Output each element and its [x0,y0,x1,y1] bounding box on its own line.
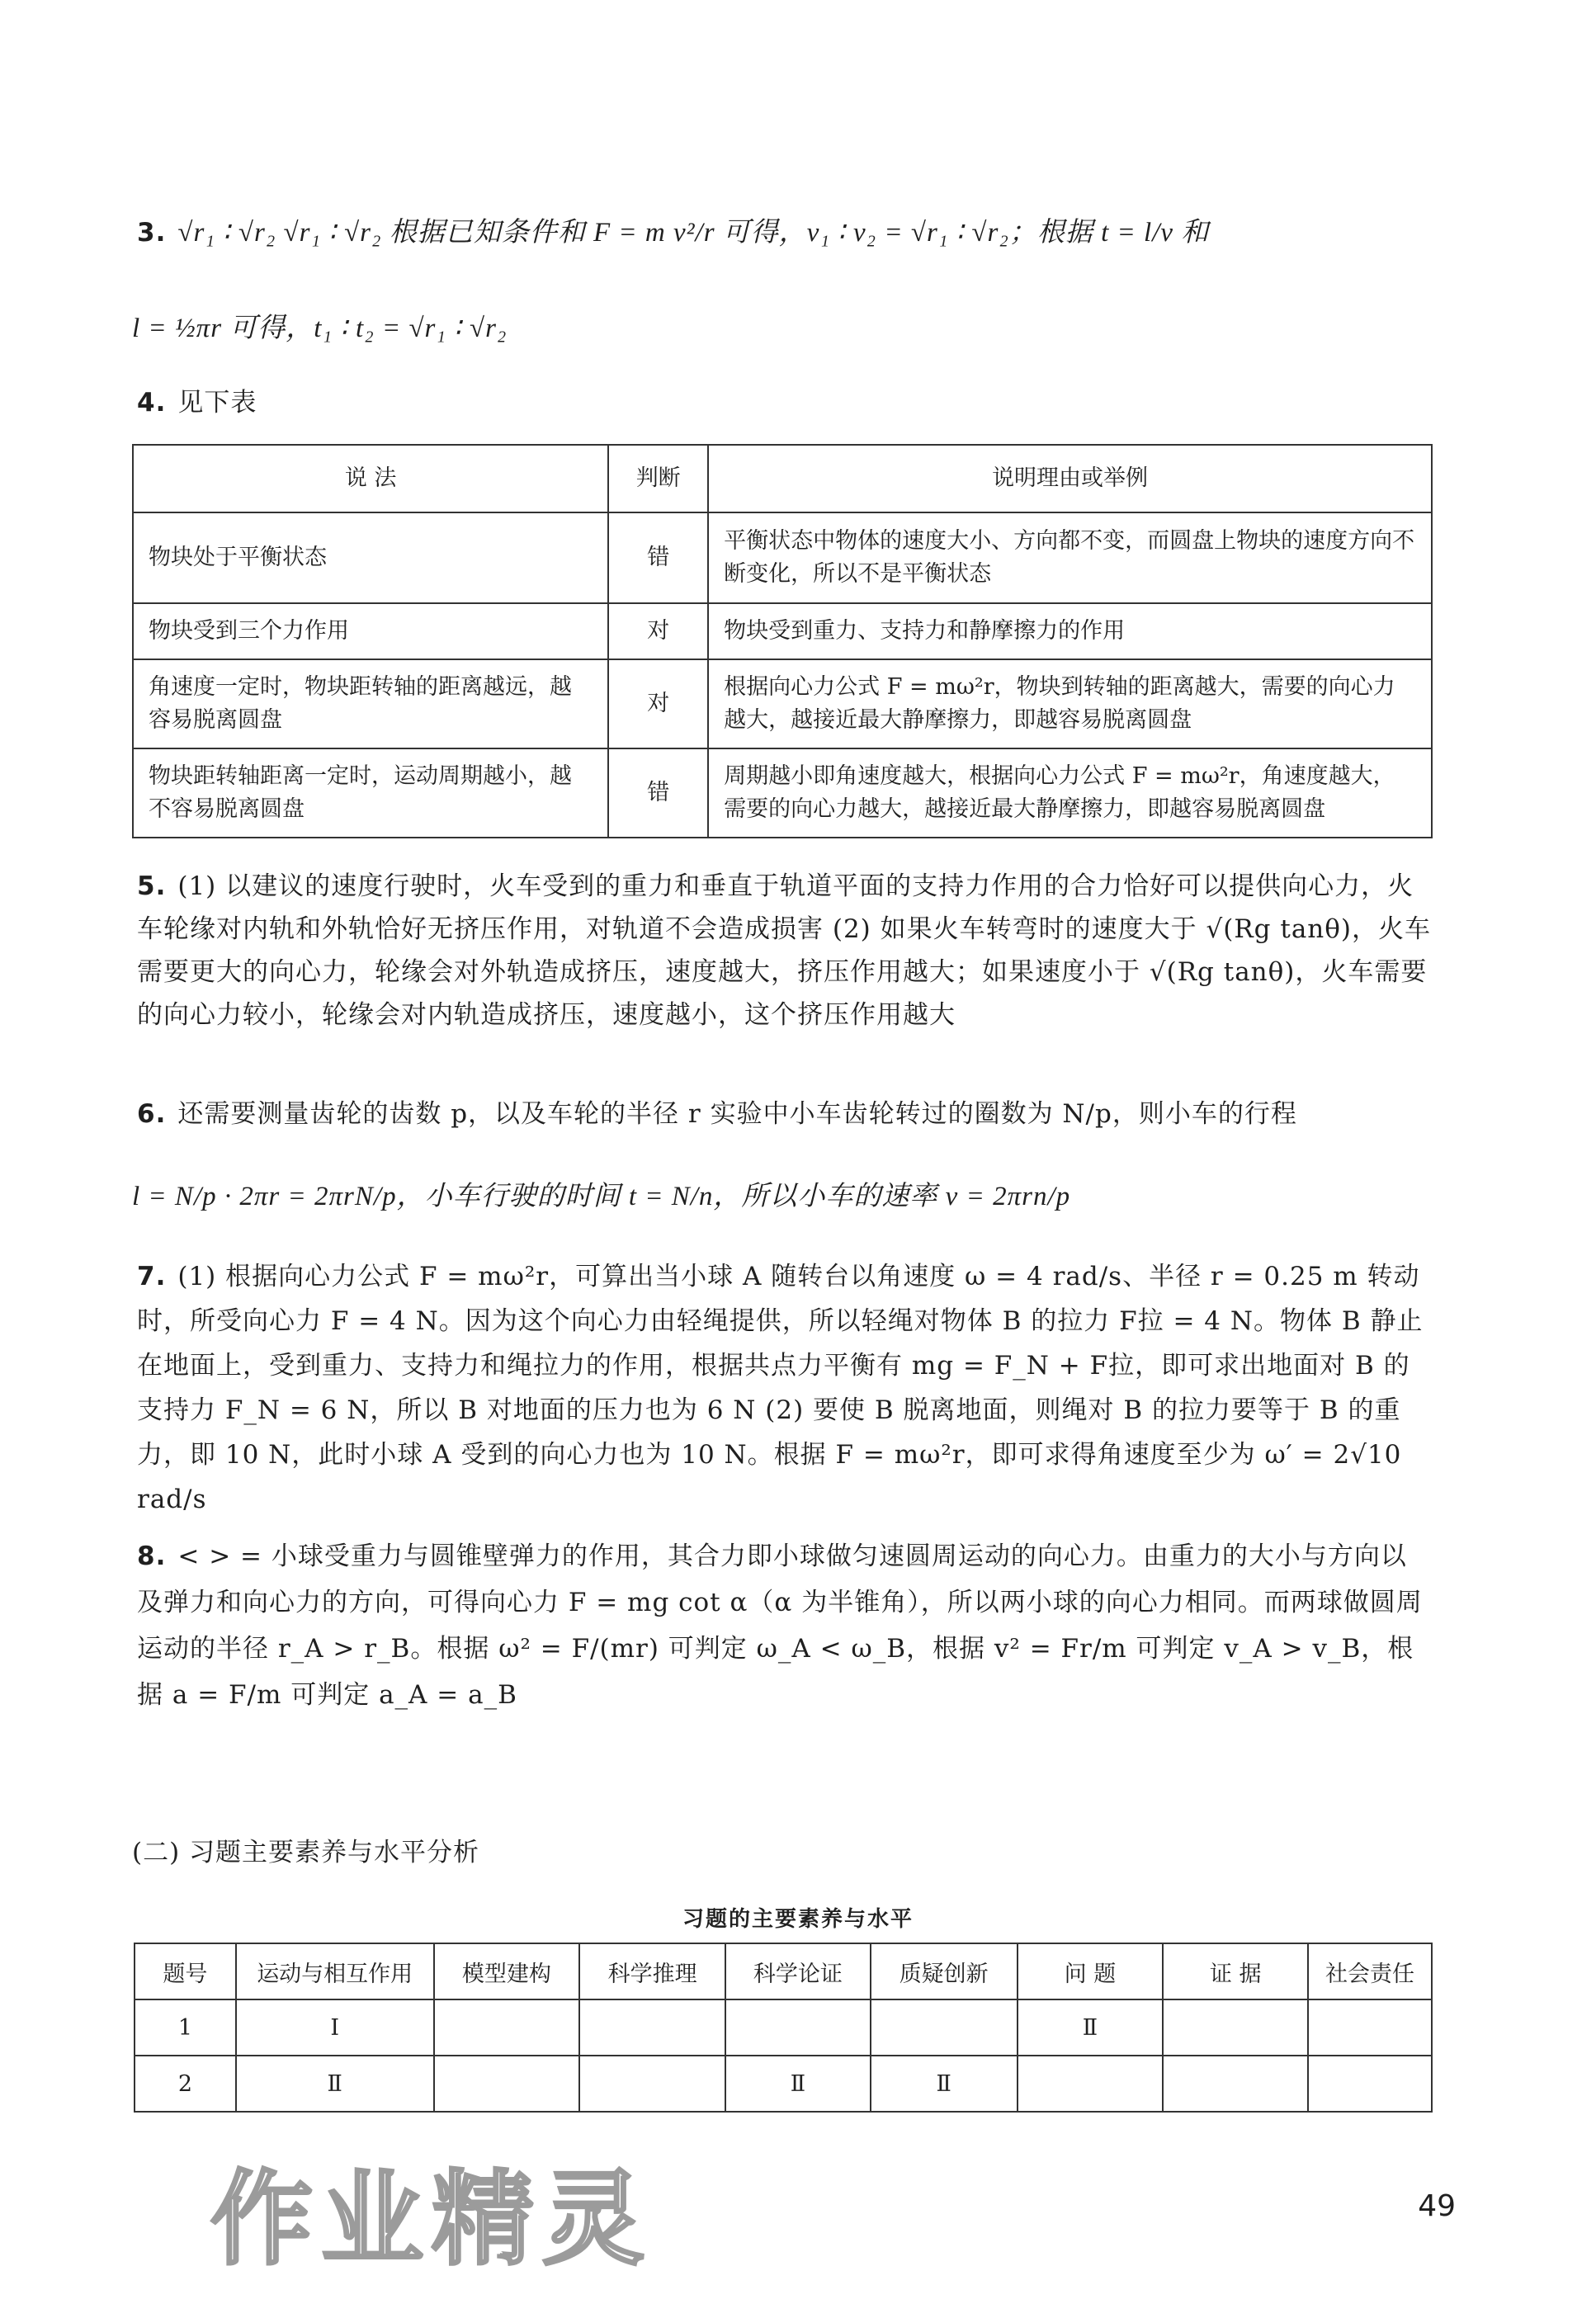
answer-8: 8. < > = 小球受重力与圆锥壁弹力的作用，其合力即小球做匀速圆周运动的向心力。由重力的大小与方向以及弹力和向心力的方向，可得向心力 F = mg cot α（α 为半锥角），所以两小球的向心力相同。而两球做圆周运动的半径 r_A > r_B。根据 ω² = F/(mr) 可判定 ω_A < ω_B，根据 v² = Fr/m 可判定 v_A > v_B，根据 a = F/m 可判定 a_A = a_B [137,1541,1423,1710]
table-cell [579,2056,725,2112]
table-row [135,1999,1432,2056]
table-cell: Ⅱ [1018,1999,1164,2056]
literacy-level-table [134,1943,1433,2113]
table-cell: Ⅱ [871,2056,1018,2112]
answer-5: 5. (1) 以建议的速度行驶时，火车受到的重力和垂直于轨道平面的支持力作用的合力恰好可以提供向心力，火车轮缘对内轨和外轨恰好无挤压作用，对轨道不会造成损害 (2) 如果火车转弯时的速度大于 √(Rg tanθ)，火车需要更大的向心力，轮缘会对外轨造成挤压，速度越大，挤压作用越大；如果速度小于 √(Rg tanθ)，火车需要的向心力较小，轮缘会对内轨造成挤压，速度越小，这个挤压作用越大 [137,871,1432,1030]
table-cell: 角速度一定时，物块距转轴的距离越远，越容易脱离圆盘 [133,659,608,748]
table-header-cell: 证 据 [1163,1943,1308,1999]
table-header-cell: 模型建构 [434,1943,580,1999]
table-row [133,512,1432,603]
table-row [135,2056,1432,2112]
table-cell: Ⅱ [236,2056,434,2112]
table-cell [579,1999,725,2056]
answer-number: 6. [137,1099,167,1129]
table-cell [1308,2056,1432,2112]
answer-7: 7. (1) 根据向心力公式 F = mω²r，可算出当小球 A 随转台以角速度 ω = 4 rad/s、半径 r = 0.25 m 转动时，所受向心力 F = 4 N。因为这个向心力由轻绳提供，所以轻绳对物体 B 的拉力 F拉 = 4 N。物体 B 静止在地面上，受到重力、支持力和绳拉力的作用，根据共点力平衡有 mg = F_N + F拉，即可求出地面对 B 的支持力 F_N = 6 N，所以 B 对地面的压力也为 6 N (2) 要使 B 脱离地面，则绳对 B 的拉力要等于 B 的重力，即 10 N，此时小球 A 受到的向心力也为 10 N。根据 F = mω²r，即可求得角速度至少为 ω′ = 2√10 rad/s [137,1262,1424,1514]
table-header-cell: 质疑创新 [871,1943,1018,1999]
table-header-cell: 说明理由或举例 [708,445,1432,512]
watermark-logo: 作业精灵 [210,2160,654,2279]
answer-number: 5. [137,871,167,901]
table-cell [1163,2056,1308,2112]
table-cell [1308,1999,1432,2056]
page-number: 49 [1418,2189,1456,2223]
table-row [133,603,1432,659]
table-cell [871,1999,1018,2056]
table-cell [725,1999,871,2056]
table-cell [434,2056,580,2112]
table-header-cell: 运动与相互作用 [236,1943,434,1999]
table-row [133,748,1432,838]
table-header-cell: 题号 [135,1943,236,1999]
section-heading: (二) 习题主要素养与水平分析 [132,1838,480,1867]
answer-4: 4. 见下表 [137,388,257,418]
table-cell [1018,2056,1164,2112]
table-header-cell: 社会责任 [1308,1943,1432,1999]
table-row [133,659,1432,748]
table-cell: Ⅱ [725,2056,871,2112]
answer-6-line-2: l = N/p · 2πr = 2πrN/p，小车行驶的时间 t = N/n，所以小车的速率 v = 2πrn/p [132,1182,1071,1211]
table-header-cell: 科学推理 [579,1943,725,1999]
answer-3-line-2: l = ½πr 可得，t₁ ∶ t₂ = √r₁ ∶ √r₂ [132,314,508,343]
table-cell: 1 [135,1999,236,2056]
table-cell: Ⅰ [236,1999,434,2056]
table-cell: 物块受到三个力作用 [133,603,608,659]
answer-number: 4. [137,388,167,418]
table-cell: 平衡状态中物体的速度大小、方向都不变，而圆盘上物块的速度方向不断变化，所以不是平衡状态 [708,512,1432,603]
table-header-row [133,445,1432,512]
answer-number: 3. [137,218,167,248]
table-cell: 物块处于平衡状态 [133,512,608,603]
table-header-cell: 说 法 [133,445,608,512]
table-header-cell: 判断 [608,445,708,512]
table-header-cell: 科学论证 [725,1943,871,1999]
table-header-row [135,1943,1432,1999]
table-cell [1163,1999,1308,2056]
table-cell: 对 [608,603,708,659]
table-cell [434,1999,580,2056]
answer-6-line-1: 6. 还需要测量齿轮的齿数 p，以及车轮的半径 r 实验中小车齿轮转过的圈数为 N/p，则小车的行程 [137,1099,1297,1129]
answer-3-line-1: 3. √r₁ ∶ √r₂ √r₁ ∶ √r₂ 根据已知条件和 F = m v²/r 可得，v₁ ∶ v₂ = √r₁ ∶ √r₂；根据 t = l/v 和 [137,218,1210,248]
table-cell: 根据向心力公式 F = mω²r，物块到转轴的距离越大，需要的向心力越大，越接近最大静摩擦力，即越容易脱离圆盘 [708,659,1432,748]
table-title: 习题的主要素养与水平 [682,1907,914,1932]
table-cell: 物块距转轴距离一定时，运动周期越小，越不容易脱离圆盘 [133,748,608,838]
table-cell: 对 [608,659,708,748]
table-cell: 错 [608,512,708,603]
table-cell: 错 [608,748,708,838]
statement-judgment-table [132,444,1433,838]
answer-number: 8. [137,1541,167,1571]
table-cell: 周期越小即角速度越大，根据向心力公式 F = mω²r，角速度越大，需要的向心力越大，越接近最大静摩擦力，即越容易脱离圆盘 [708,748,1432,838]
table-cell: 2 [135,2056,236,2112]
table-header-cell: 问 题 [1018,1943,1164,1999]
table-cell: 物块受到重力、支持力和静摩擦力的作用 [708,603,1432,659]
answer-number: 7. [137,1262,167,1291]
